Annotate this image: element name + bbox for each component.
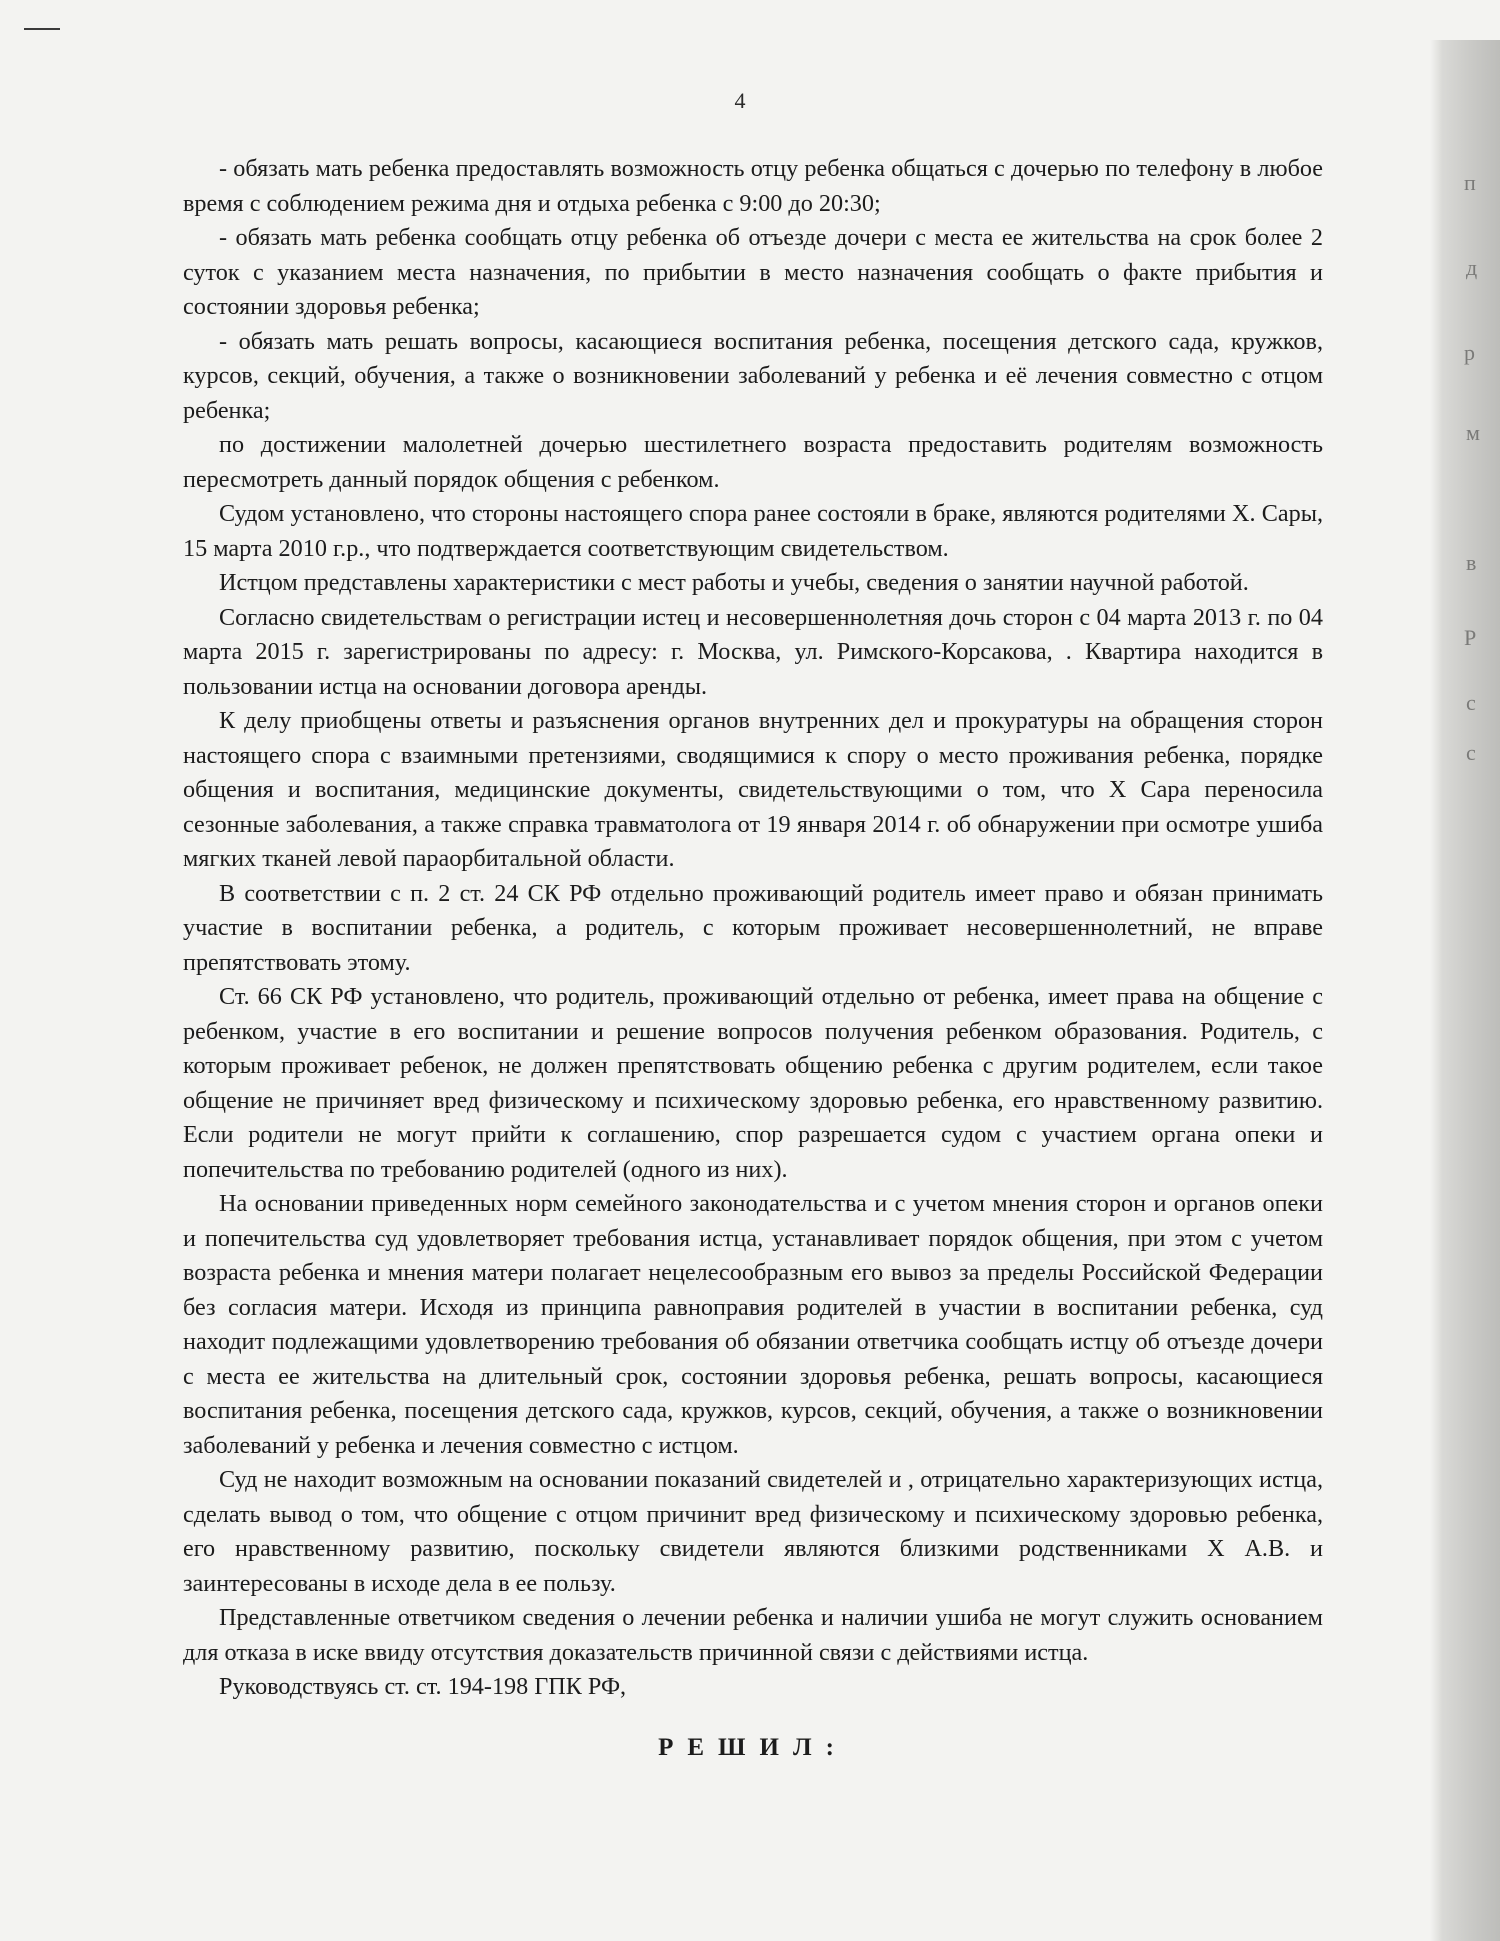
paragraph: К делу приобщены ответы и разъяснения органов внутренних дел и прокуратуры на обращения сторон настоящего спора с взаимными претензиями, сводящимися к спору о место проживания ребенка, порядке общения и воспитания, медицинские документы, свидетельствующими о том, что Х Сара переносила сезонные заболевания, а также справка травматолога от 19 января 2014 г. об обнаружении при осмотре ушиба мягких тканей левой параорбитальной области. xyxy=(183,707,1323,872)
adjacent-page-edge: п д р м в Р с с xyxy=(1430,40,1500,1941)
paragraph: Согласно свидетельствам о регистрации истец и несовершеннолетняя дочь сторон с 04 марта 2013 г. по 04 марта 2015 г. зарегистрированы по адресу: г. Москва, ул. Римского-Корсакова, . Квартира находится в пользовании истца на основании договора аренды. xyxy=(183,603,1323,700)
paragraph: На основании приведенных норм семейного законодательства и с учетом мнения сторон и органов опеки и попечительства суд удовлетворяет требования истца, устанавливает порядок общения, при этом с учетом возраста ребенка и мнения матери полагает нецелесообразным его вывоз за пределы Российской Федерации без согласия матери. Исходя из принципа равноправия родителей в участии в воспитании ребенка, суд находит подлежащими удовлетворению требования об обязании ответчика сообщать истцу об отъезде дочери с места ее жительства на длительный срок, состоянии здоровья ребенка, решать вопросы, касающиеся воспитания ребенка, посещения детского сада, кружков, курсов, секций, обучения, а также о возникновении заболеваний у ребенка и лечения совместно с истцом. xyxy=(183,1190,1323,1459)
paragraph: В соответствии с п. 2 ст. 24 СК РФ отдельно проживающий родитель имеет право и обязан принимать участие в воспитании ребенка, а родитель, с которым проживает несовершеннолетний, не вправе препятствовать этому. xyxy=(183,879,1323,976)
document-body xyxy=(183,152,1323,1765)
paragraph: Ст. 66 СК РФ установлено, что родитель, проживающий отдельно от ребенка, имеет права на общение с ребенком, участие в его воспитании и решение вопросов получения ребенком образования. Родитель, с которым проживает ребенок, не должен препятствовать общению ребенка с другим родителем, если такое общение не причиняет вред физическому и психическому здоровью ребенка, его нравственному развитию. Если родители не могут прийти к соглашению, спор разрешается судом с участием органа опеки и попечительства по требованию родителей (одного из них). xyxy=(183,983,1323,1183)
paragraph: по достижении малолетней дочерью шестилетнего возраста предоставить родителям возможность пересмотреть данный порядок общения с ребенком. xyxy=(183,431,1323,493)
paragraph: Суд не находит возможным на основании показаний свидетелей и , отрицательно характеризующих истца, сделать вывод о том, что общение с отцом причинит вред физическому и психическому здоровью ребенка, его нравственному развитию, поскольку свидетели являются близкими родственниками Х А.В. и заинтересованы в исходе дела в ее пользу. xyxy=(183,1466,1323,1597)
paragraph: Представленные ответчиком сведения о лечении ребенка и наличии ушиба не могут служить основанием для отказа в иске ввиду отсутствия доказательств причинной связи с действиями истца. xyxy=(183,1604,1323,1666)
paragraph: Истцом представлены характеристики с мест работы и учебы, сведения о занятии научной работой. xyxy=(219,569,1249,596)
paragraph: - обязать мать ребенка предоставлять возможность отцу ребенка общаться с дочерью по телефону в любое время с соблюдением режима дня и отдыха ребенка с 9:00 до 20:30; xyxy=(183,155,1323,217)
paragraph: - обязать мать ребенка сообщать отцу ребенка об отъезде дочери с места ее жительства на срок более 2 суток с указанием места назначения, по прибытии в место назначения сообщать о факте прибытия и состоянии здоровья ребенка; xyxy=(183,224,1323,320)
paragraph: Судом установлено, что стороны настоящего спора ранее состояли в браке, являются родителями Х. Сары, 15 марта 2010 г.р., что подтверждается соответствующим свидетельством. xyxy=(183,500,1323,562)
paragraph: Руководствуясь ст. ст. 194-198 ГПК РФ, xyxy=(219,1673,627,1700)
paragraph: - обязать мать решать вопросы, касающиеся воспитания ребенка, посещения детского сада, кружков, курсов, секций, обучения, а также о возникновении заболеваний у ребенка и её лечения совместно с отцом ребенка; xyxy=(183,327,1323,424)
scan-corner-mark xyxy=(24,28,60,30)
page-number: 4 xyxy=(734,88,746,113)
verdict-heading: РЕШИЛ: xyxy=(658,1733,848,1761)
